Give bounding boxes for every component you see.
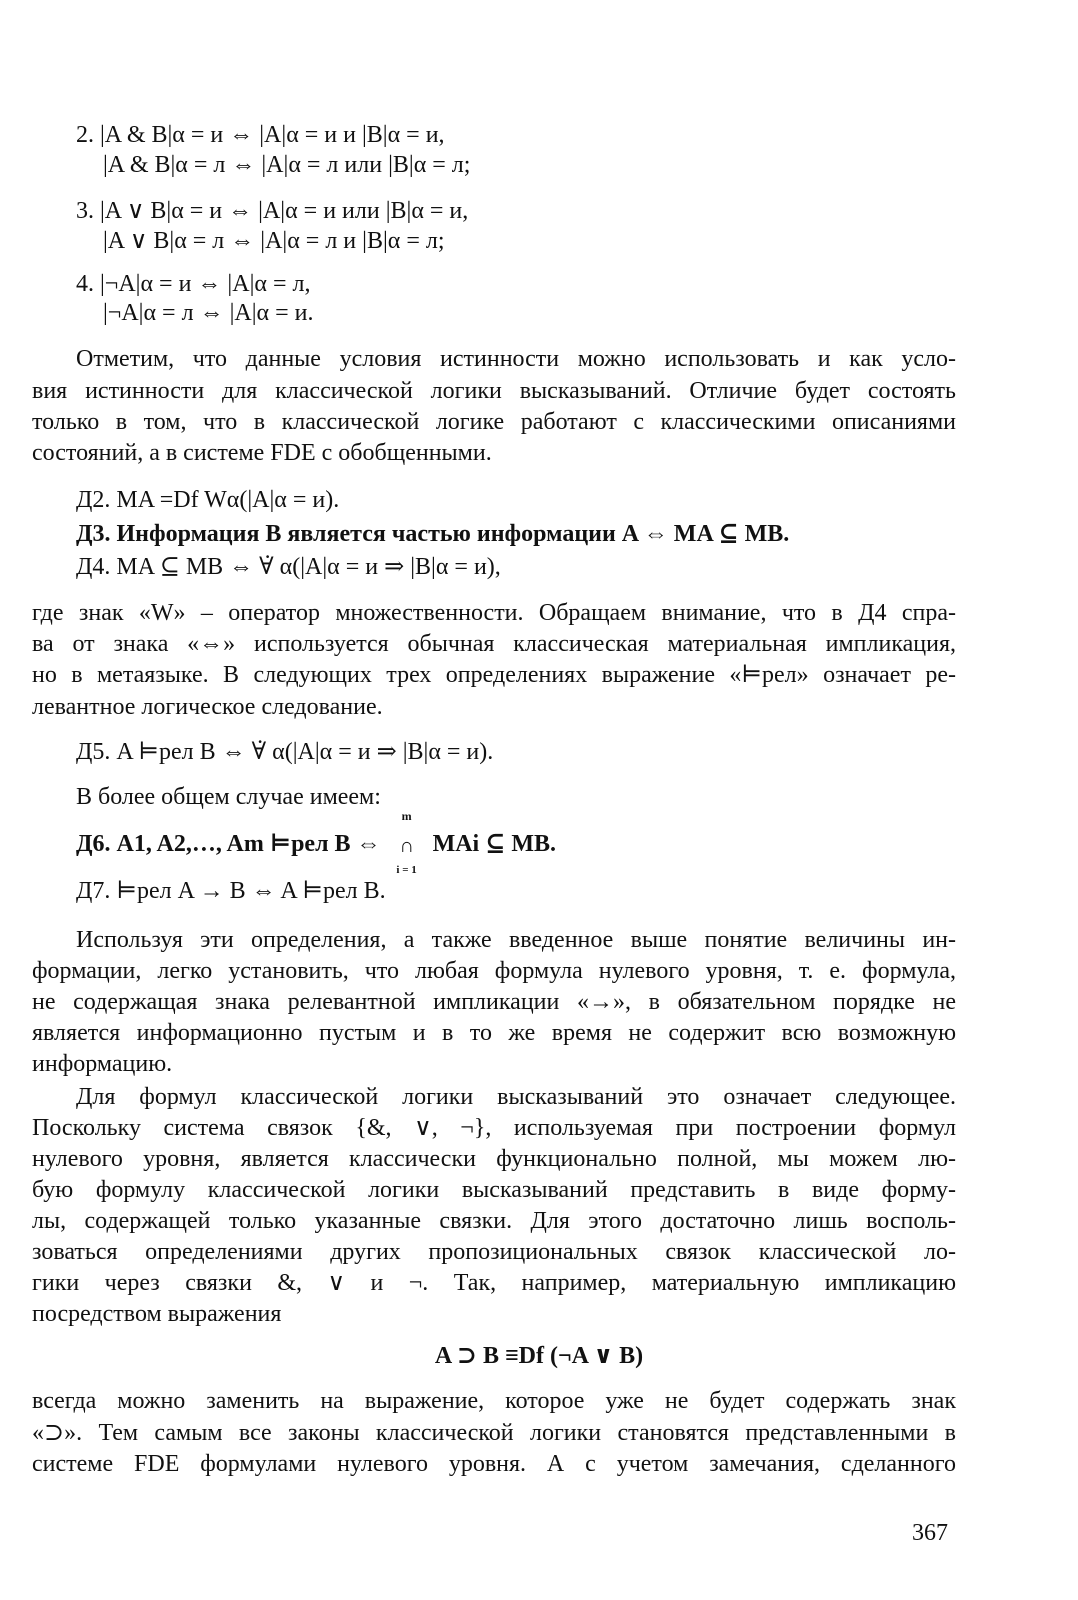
paragraph3-line-4: является информационно пустым и в то же время не содержит всю возможную (32, 1020, 956, 1046)
paragraph1-line-2: вия истинности для классической логики высказываний. Отличие будет состоять (32, 378, 956, 404)
condition-3a: 3. |A ∨ B|α = и ⇔ |A|α = и или |B|α = и, (76, 198, 469, 224)
paragraph4-line-1: Для формул классической логики высказываний это означает следующее. (76, 1084, 956, 1110)
paragraph3-line-3: не содержащая знака релевантной импликации «→», в обязательном порядке не (32, 989, 956, 1015)
definition-d5: Д5. A ⊨рел B ⇔ ∀̇ α(|A|α = и ⇒ |B|α = и). (76, 739, 494, 765)
general-case-text: В более общем случае имеем: (76, 784, 381, 810)
paragraph3-line-1: Используя эти определения, а также введенное выше понятие величины ин- (76, 927, 956, 953)
intersection-upper-limit: m (401, 809, 412, 824)
paragraph4-line-6: зоваться определениями других пропозициональных связок классической ло- (32, 1239, 956, 1265)
d6-left: A1, A2,…, Am ⊨рел B ⇔ (116, 831, 381, 857)
condition-4a: 4. |¬A|α = и ⇔ |A|α = л, (76, 271, 311, 297)
paragraph1-line-3: только в том, что в классической логике работают с классическими описаниями (32, 409, 956, 435)
definition-d2: Д2. MA =Df Wα(|A|α = и). (76, 487, 340, 513)
paragraph4-line-7: гики через связки &, ∨ и ¬. Так, например, материальную импликацию (32, 1270, 956, 1296)
definition-d3: Д3. Информация B является частью информации A ⇔ MA ⊆ MB. (76, 521, 790, 547)
condition-2b: |A & B|α = л ⇔ |A|α = л или |B|α = л; (103, 152, 471, 178)
paragraph5-line-3: системе FDE формулами нулевого уровня. А с учетом замечания, сделанного (32, 1451, 956, 1477)
paragraph3-line-2: формации, легко установить, что любая формула нулевого уровня, т. е. формула, (32, 958, 956, 984)
paragraph5-line-1: всегда можно заменить на выражение, которое уже не будет содержать знак (32, 1388, 956, 1414)
intersection-operator (393, 809, 421, 877)
condition-3b: |A ∨ B|α = л ⇔ |A|α = л и |B|α = л; (103, 228, 445, 254)
paragraph2-line-3: но в метаязыке. В следующих трех определениях выражение «⊨рел» означает ре- (32, 662, 956, 688)
paragraph5-line-2: «⊃». Тем самым все законы классической логики становятся представленными в (32, 1420, 956, 1446)
condition-2a: 2. |A & B|α = и ⇔ |A|α = и и |B|α = и, (76, 122, 445, 148)
definition-d7: Д7. ⊨рел A → B ⇔ A ⊨рел B. (76, 878, 386, 904)
intersection-icon: ∩ (399, 835, 414, 858)
paragraph4-line-3: нулевого уровня, является классически функционально полной, мы можем лю- (32, 1146, 956, 1172)
paragraph4-line-8: посредством выражения (32, 1301, 282, 1327)
paragraph2-line-2: ва от знака «⇔» используется обычная классическая материальная импликация, (32, 631, 956, 657)
d6-right: MAi ⊆ MB. (432, 831, 556, 857)
centered-formula: A ⊃ B ≡Df (¬A ∨ B) (434, 1343, 644, 1369)
page-number: 367 (912, 1520, 948, 1546)
paragraph2-line-1: где знак «W» – оператор множественности. Обращаем внимание, что в Д4 спра- (32, 600, 956, 626)
paragraph1-line-4: состояний, а в системе FDE с обобщенными. (32, 440, 492, 466)
paragraph4-line-4: бую формулу классической логики высказываний представить в виде форму- (32, 1177, 956, 1203)
paragraph4-line-2: Поскольку система связок {&, ∨, ¬}, используемая при построении формул (32, 1115, 956, 1141)
paragraph2-line-4: левантное логическое следование. (32, 694, 383, 720)
definition-d4: Д4. MA ⊆ MB ⇔ ∀̇ α(|A|α = и ⇒ |B|α = и), (76, 554, 501, 580)
condition-4b: |¬A|α = л ⇔ |A|α = и. (103, 300, 314, 326)
d6-label: Д6. (76, 831, 111, 857)
paragraph4-line-5: лы, содержащей только указанные связки. Для этого достаточно лишь восполь- (32, 1208, 956, 1234)
paragraph1-line-1: Отметим, что данные условия истинности можно использовать и как усло- (76, 346, 956, 372)
intersection-lower-limit: i = 1 (396, 864, 417, 877)
definition-d6 (76, 809, 556, 877)
paragraph3-line-5: информацию. (32, 1051, 173, 1077)
